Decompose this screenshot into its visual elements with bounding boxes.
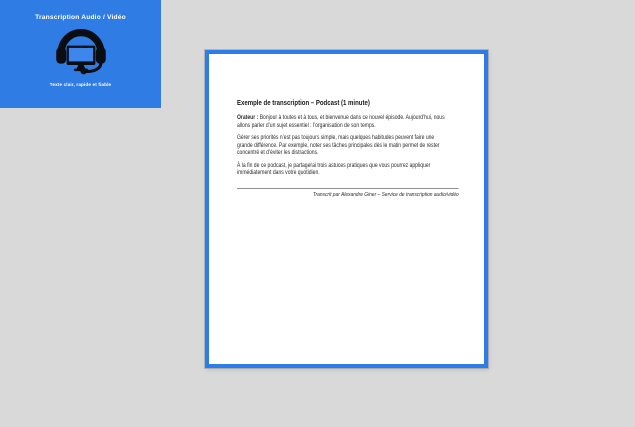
speaker-label: Orateur : xyxy=(237,115,259,122)
brand-tagline: Texte clair, rapide et fiable xyxy=(49,82,112,87)
headset-monitor-icon xyxy=(54,28,108,75)
paragraph-line: À la fin de ce podcast, je partagerai trois astuces pratiques que vous pourrez appliquer xyxy=(237,162,431,169)
paragraph-line-text: Bonjour à toutes et à tous, et bienvenue dans ce nouvel épisode. Aujourd’hui, nous xyxy=(259,115,445,122)
paragraph-3 xyxy=(237,163,459,178)
paragraph-line xyxy=(237,115,459,123)
paragraph-1 xyxy=(237,115,459,130)
horizontal-rule xyxy=(237,188,459,189)
paragraph-line: Gérer ses priorités n’est pas toujours simple, mais quelques habitudes peuvent faire une xyxy=(237,135,435,142)
paragraph-line: concentré et d’éviter les distractions. xyxy=(237,150,319,157)
brand-card xyxy=(0,0,161,108)
paragraph-line: grande différence. Par exemple, noter ses tâches principales dès le matin permet de rester xyxy=(237,142,440,149)
document-text-block xyxy=(237,98,459,199)
paragraph-line: allons parler d’un sujet essentiel : l’organisation de son temps. xyxy=(237,122,376,129)
transcriber-signature: Transcrit par Alexandre Giner – Service de transcription audio/vidéo xyxy=(312,192,459,199)
brand-title: Transcription Audio / Vidéo xyxy=(35,14,126,21)
document-page xyxy=(205,50,488,368)
paragraph-2 xyxy=(237,135,459,158)
paragraph-line: immédiatement dans votre quotidien. xyxy=(237,170,320,177)
document-title: Exemple de transcription – Podcast (1 minute) xyxy=(237,98,370,107)
